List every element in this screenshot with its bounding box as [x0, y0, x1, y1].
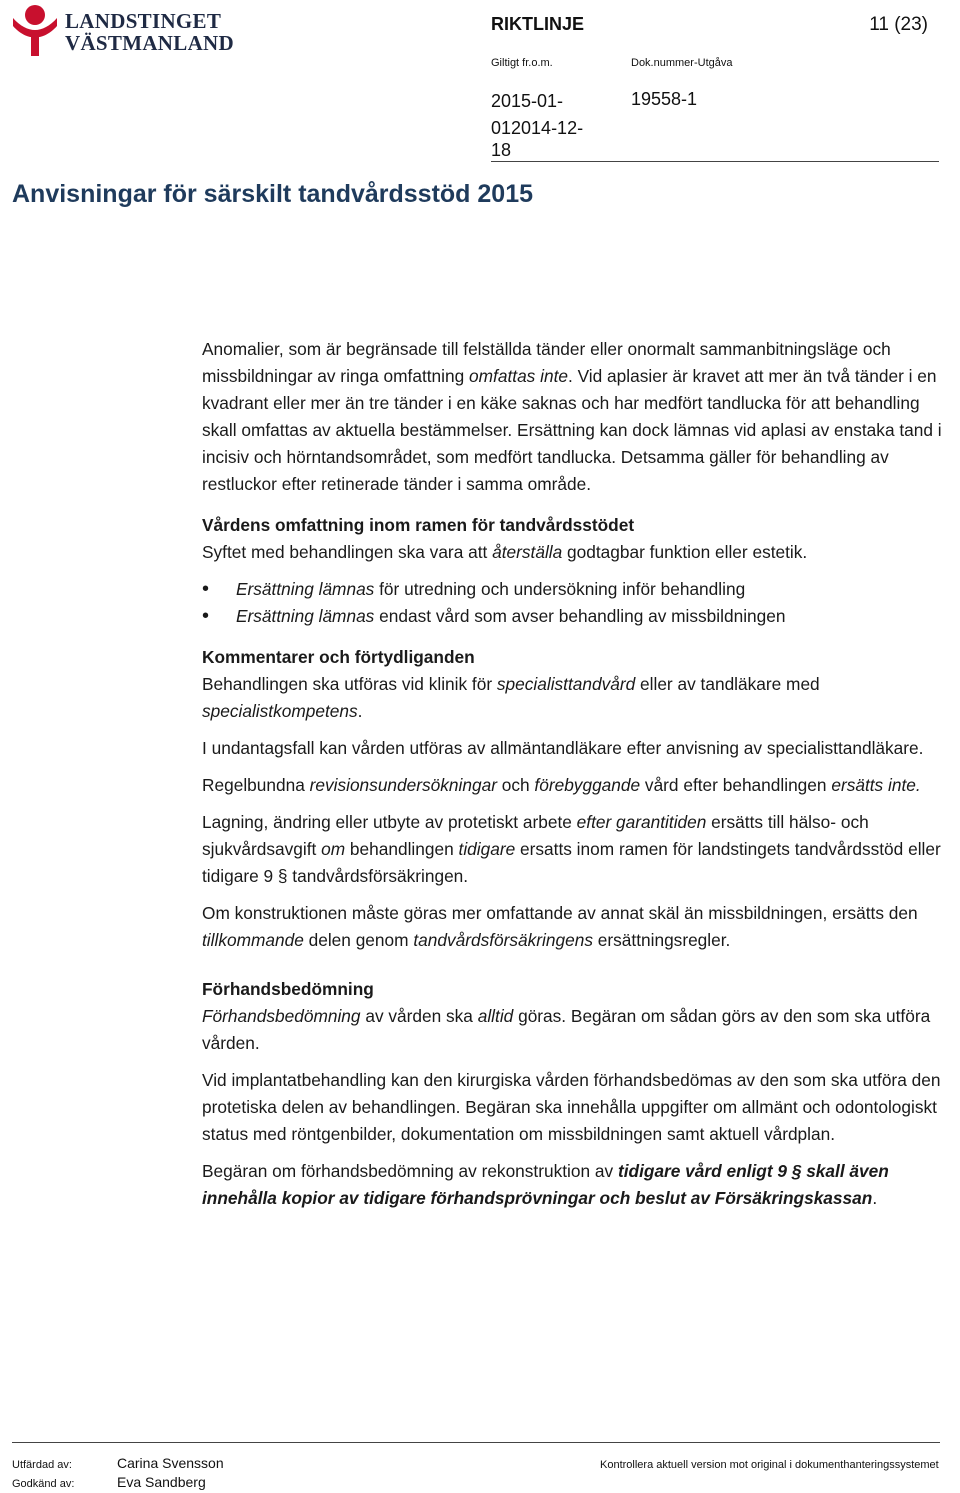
paragraph-implant: Vid implantatbehandling kan den kirurgiska vården förhandsbedömas av den som ska utföra den protetiska delen av behandlingen. Begäran ska innehålla uppgifter om allmänt och odontologiskt status med röntgenbilder, dokumentation om missbildningen samt aktuell vårdplan.: [202, 1070, 941, 1144]
heading-comments: Kommentarer och förtydliganden: [202, 647, 475, 667]
version-check-note: Kontrollera aktuell version mot original i dokumenthanteringssystemet: [600, 1459, 939, 1471]
valid-from-date-line-1: 2015-01-: [491, 91, 564, 111]
text-span: endast vård som avser behandling av missbildningen: [374, 606, 786, 626]
document-title: Anvisningar för särskilt tandvårdsstöd 2015: [12, 180, 534, 208]
text-span: .: [872, 1188, 878, 1208]
valid-from-label: Giltigt fr.o.m.: [491, 57, 553, 69]
text-span: ersätts inte.: [831, 775, 921, 795]
text-span: Begäran om förhandsbedömning av rekonstruktion av: [202, 1161, 618, 1181]
text-span: Förhandsbedömning: [202, 1006, 361, 1026]
organization-logo: [10, 4, 234, 59]
valid-from-date-line-2: 012014-12-: [491, 118, 584, 138]
text-span: omfattas inte: [469, 366, 568, 386]
text-span: . Vid aplasier är kravet att mer än två tänder i en kvadrant eller mer än tre tänder i en käke saknas och har medfört tandlucka för att behandling skall omfattas av aktuella bestämmelser. Ersättning kan dock lämnas vid aplasi av enstaka tand i incisiv och hörntandsområdet, som medfört tandlucka. Detsamma gäller för behandling av restluckor efter retinerade tänder i samma område.: [202, 366, 942, 494]
paragraph-anomalies: [202, 336, 952, 498]
text-span: .: [357, 701, 363, 721]
text-span: Anomalier, som är begränsade till felställda tänder eller onormalt sammanbitningsläge och missbildningar av ringa omfattning: [202, 339, 891, 386]
page-number: 11 (23): [869, 14, 928, 35]
text-span: eller av tandläkare med: [635, 674, 820, 694]
text-span: ersättningsregler.: [592, 930, 731, 950]
bullet-list: [202, 576, 952, 630]
paragraph-regular-exams: [202, 772, 952, 799]
issued-by-name: Carina Svensson: [117, 1455, 224, 1471]
text-span: ersatts inom ramen för landstingets tandvårdsstöd eller tidigare 9 § tandvårdsförsäkringen.: [202, 839, 941, 886]
text-span: ersätts till hälso- och sjukvårdsavgift: [202, 812, 869, 859]
issued-by-label: Utfärdad av:: [12, 1459, 72, 1471]
paragraph-repairs: [202, 809, 952, 890]
text-span: förebyggande: [534, 775, 641, 795]
text-span: efter garantitiden: [576, 812, 707, 832]
text-span: Ersättning lämnas: [236, 579, 375, 599]
text-span: tillkommande: [202, 930, 304, 950]
text-span: Syftet med behandlingen ska vara att: [202, 542, 493, 562]
list-item: [202, 576, 952, 603]
logo-line-2: VÄSTMANLAND: [65, 31, 234, 55]
text-span: för utredning och undersökning inför behandling: [374, 579, 746, 599]
approved-by-label: Godkänd av:: [12, 1478, 75, 1490]
heading-scope: Vårdens omfattning inom ramen för tandvårdsstödet: [202, 515, 635, 535]
text-span: Lagning, ändring eller utbyte av protetiskt arbete: [202, 812, 577, 832]
text-span: och: [496, 775, 535, 795]
text-span: tandvårdsförsäkringens: [413, 930, 593, 950]
logo-wordmark: [65, 10, 234, 54]
list-item: [202, 603, 952, 630]
text-span: alltid: [477, 1006, 514, 1026]
paragraph-construction: [202, 900, 952, 954]
text-span: av vården ska: [360, 1006, 478, 1026]
text-span: Ersättning lämnas: [236, 606, 375, 626]
text-span: tidigare vård enligt 9 § skall även innehålla kopior av tidigare förhandsprövningar och beslut av Försäkringskassan: [202, 1161, 889, 1208]
text-span: specialistkompetens: [202, 701, 358, 721]
valid-from-date-line-3: 18: [491, 140, 512, 160]
header-divider: [491, 161, 939, 162]
paragraph-purpose: [202, 539, 952, 566]
paragraph-prior-assessment: [202, 1003, 952, 1057]
text-span: göras. Begäran om sådan görs av den som ska utföra vården.: [202, 1006, 931, 1053]
text-span: revisionsundersökningar: [309, 775, 497, 795]
document-body: [202, 336, 952, 1212]
text-span: om: [321, 839, 346, 859]
heading-prior-assessment: Förhandsbedömning: [202, 979, 374, 999]
text-span: Behandlingen ska utföras vid klinik för: [202, 674, 497, 694]
text-span: Om konstruktionen måste göras mer omfattande av annat skäl än missbildningen, ersätts den: [202, 903, 918, 923]
logo-line-1: LANDSTINGET: [65, 9, 222, 33]
document-type: RIKTLINJE: [491, 14, 585, 34]
doc-number-label: Dok.nummer-Utgåva: [631, 57, 733, 69]
text-span: vård efter behandlingen: [640, 775, 832, 795]
paragraph-exception: I undantagsfall kan vården utföras av allmäntandläkare efter anvisning av specialisttandläkare.: [202, 738, 924, 758]
doc-number: 19558-1: [631, 89, 698, 109]
footer-divider: [12, 1442, 940, 1443]
text-span: delen genom: [303, 930, 414, 950]
text-span: Regelbundna: [202, 775, 310, 795]
paragraph-reconstruction: [202, 1158, 952, 1212]
approved-by-name: Eva Sandberg: [117, 1474, 206, 1490]
text-span: specialisttandvård: [496, 674, 636, 694]
logo-emblem-icon: [10, 4, 60, 59]
text-span: tidigare: [458, 839, 516, 859]
text-span: återställa: [492, 542, 563, 562]
text-span: godtagbar funktion eller estetik.: [562, 542, 808, 562]
text-span: behandlingen: [345, 839, 459, 859]
paragraph-clinic: [202, 671, 952, 725]
